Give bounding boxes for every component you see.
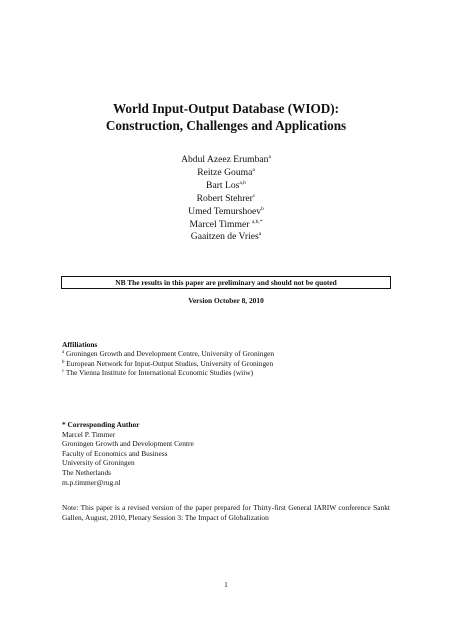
version-date: Version October 8, 2010 xyxy=(188,296,264,305)
author xyxy=(100,231,352,244)
corresponding-author-line: Marcel P. Timmer xyxy=(62,429,116,439)
revision-note: Note: This paper is a revised version of the paper prepared for Thirty-first General IARIW conference Sankt Gallen, August, 2010, Plenary Session 3: The Impact of Globalization xyxy=(62,503,390,522)
author-affiliation-mark: a,b xyxy=(239,179,246,186)
affiliations-heading: Affiliations xyxy=(62,340,98,349)
author-name: Robert Stehrer xyxy=(196,192,253,204)
author-name: Abdul Azeez Erumban xyxy=(181,154,269,165)
affiliation-item xyxy=(62,359,392,368)
paper-title xyxy=(60,100,392,134)
corresponding-author-heading: * Corresponding Author xyxy=(62,420,140,429)
author-affiliation-mark: a xyxy=(252,166,255,173)
corresponding-author-line: Faculty of Economics and Business xyxy=(62,448,168,458)
corresponding-author-line: The Netherlands xyxy=(62,467,112,477)
affiliation-text: The Vienna Institute for International Economic Studies (wiiw) xyxy=(64,368,254,378)
author-list xyxy=(100,154,352,244)
affiliation-mark: b xyxy=(62,359,65,365)
preliminary-notice-box xyxy=(61,276,391,289)
author-affiliation-mark: a xyxy=(258,231,262,238)
author xyxy=(100,167,352,180)
affiliation-text: European Network for Input-Output Studies, University of Groningen xyxy=(64,358,274,368)
author-name: Reitze Gouma xyxy=(197,166,253,178)
corresponding-author-line: Groningen Growth and Development Centre xyxy=(62,439,194,449)
author-name: Marcel Timmer xyxy=(189,218,252,230)
affiliation-item xyxy=(62,349,392,358)
author xyxy=(100,219,352,232)
author xyxy=(100,180,352,193)
author xyxy=(100,154,352,167)
corresponding-author-section xyxy=(62,420,392,487)
author xyxy=(100,193,352,206)
author-affiliation-mark: c xyxy=(252,192,256,199)
affiliation-mark: c xyxy=(62,369,65,375)
affiliation-item xyxy=(62,368,392,377)
affiliation-mark: a xyxy=(62,350,65,356)
title-line-2: Construction, Challenges and Applications xyxy=(105,118,347,133)
affiliations-section xyxy=(62,340,392,378)
author-name: Umed Temurshoev xyxy=(188,205,262,217)
author-affiliation-mark: b xyxy=(261,205,264,212)
author xyxy=(100,206,352,219)
author-name: Bart Los xyxy=(206,179,240,191)
author-affiliation-mark: a,b,* xyxy=(251,218,263,225)
preliminary-notice-text: NB The results in this paper are preliminary and should not be quoted xyxy=(115,278,337,287)
title-line-1: World Input-Output Database (WIOD): xyxy=(112,101,340,116)
affiliation-text: Groningen Growth and Development Centre, University of Groningen xyxy=(64,349,275,359)
corresponding-author-email: m.p.timmer@rug.nl xyxy=(62,477,121,487)
author-name: Gaaitzen de Vries xyxy=(190,231,259,243)
page-number: 1 xyxy=(224,580,228,589)
author-affiliation-mark: a xyxy=(268,154,271,160)
corresponding-author-line: University of Groningen xyxy=(62,458,135,468)
